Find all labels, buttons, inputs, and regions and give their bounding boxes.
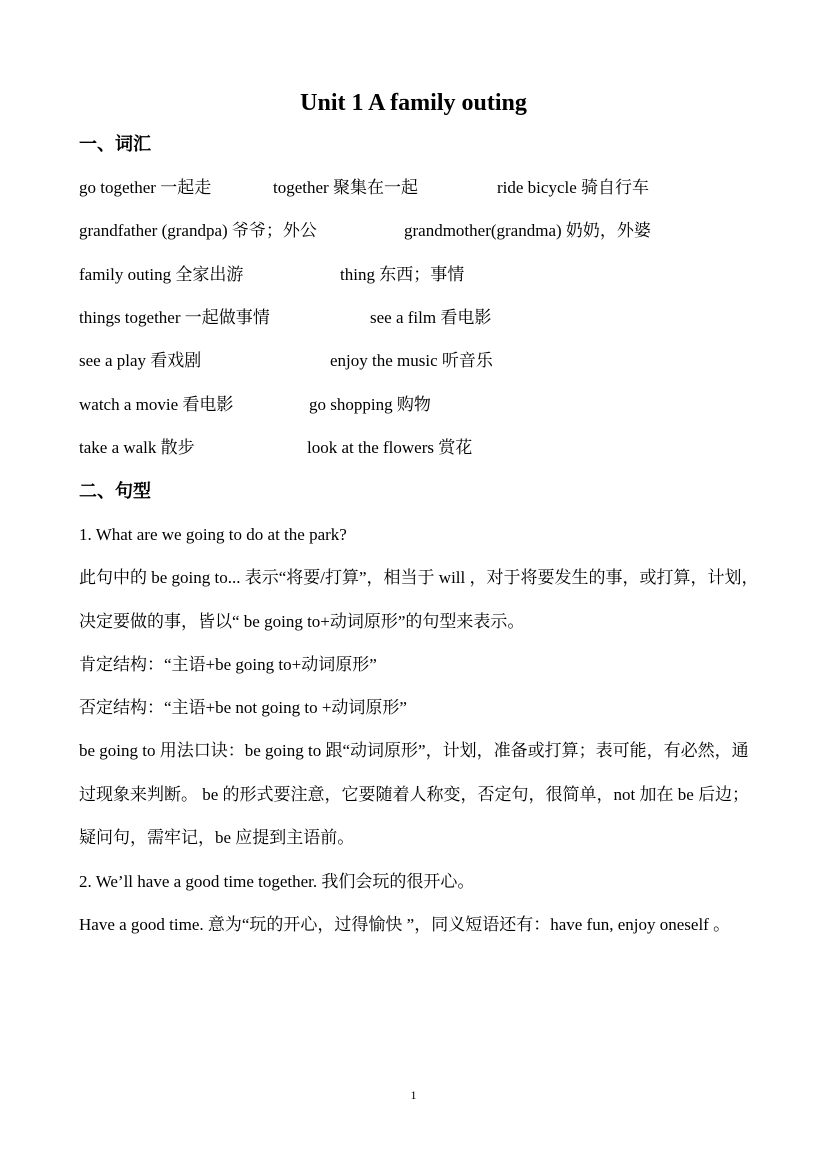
section-heading-vocabulary: 一、词汇 [79, 134, 151, 155]
vocab-row [79, 176, 779, 200]
vocab-item: take a walk 散步 [79, 438, 195, 457]
usage-rhyme-paragraph: be going to 用法口诀：be going to 跟“动词原形”，计划，准备或打算；表可能，有必然，通过现象来判断。 be 的形式要注意，它要随着人称变，否定句，很简单，not 加在 be 后边；疑问句，需牢记，be 应提到主语前。 [79, 741, 750, 847]
vocab-item: see a film 看电影 [370, 308, 492, 327]
vocab-item: family outing 全家出游 [79, 265, 244, 284]
negative-structure: 否定结构：“主语+be not going to +动词原形” [79, 698, 407, 717]
vocab-item: grandmother(grandma) 奶奶，外婆 [404, 221, 651, 240]
vocab-item: together 聚集在一起 [273, 178, 418, 197]
document-title: Unit 1 A family outing [300, 90, 527, 116]
page-number: 1 [410, 1088, 417, 1102]
vocab-item: go shopping 购物 [309, 395, 431, 414]
example-sentence-1: 1. What are we going to do at the park? [79, 525, 347, 544]
vocab-item: watch a movie 看电影 [79, 395, 234, 414]
section-heading-sentence-patterns: 二、句型 [79, 481, 151, 502]
vocab-row [79, 349, 779, 373]
affirmative-structure: 肯定结构：“主语+be going to+动词原形” [79, 655, 377, 674]
vocab-row [79, 306, 779, 330]
vocab-item: enjoy the music 听音乐 [330, 351, 493, 370]
vocab-item: go together 一起走 [79, 178, 212, 197]
vocab-item: things together 一起做事情 [79, 308, 270, 327]
vocab-item: ride bicycle 骑自行车 [497, 178, 650, 197]
vocab-item: grandfather (grandpa) 爷爷；外公 [79, 221, 317, 240]
vocab-row [79, 436, 779, 460]
explanation-paragraph-1: 此句中的 be going to... 表示“将要/打算”，相当于 will ，对于将要发生的事，或打算，计划，决定要做的事，皆以“ be going to+动词原形”的句型来表示。 [79, 568, 759, 631]
vocab-item: thing 东西；事情 [340, 265, 465, 284]
example-sentence-2: 2. We’ll have a good time together. 我们会玩的很开心。 [79, 872, 475, 891]
vocab-item: look at the flowers 赏花 [307, 438, 473, 457]
vocab-row [79, 263, 779, 287]
vocab-row [79, 219, 779, 243]
vocab-item: see a play 看戏剧 [79, 351, 202, 370]
vocab-row [79, 393, 779, 417]
explanation-paragraph-2: Have a good time. 意为“玩的开心，过得愉快 ”，同义短语还有：have fun, enjoy oneself 。 [79, 915, 731, 934]
